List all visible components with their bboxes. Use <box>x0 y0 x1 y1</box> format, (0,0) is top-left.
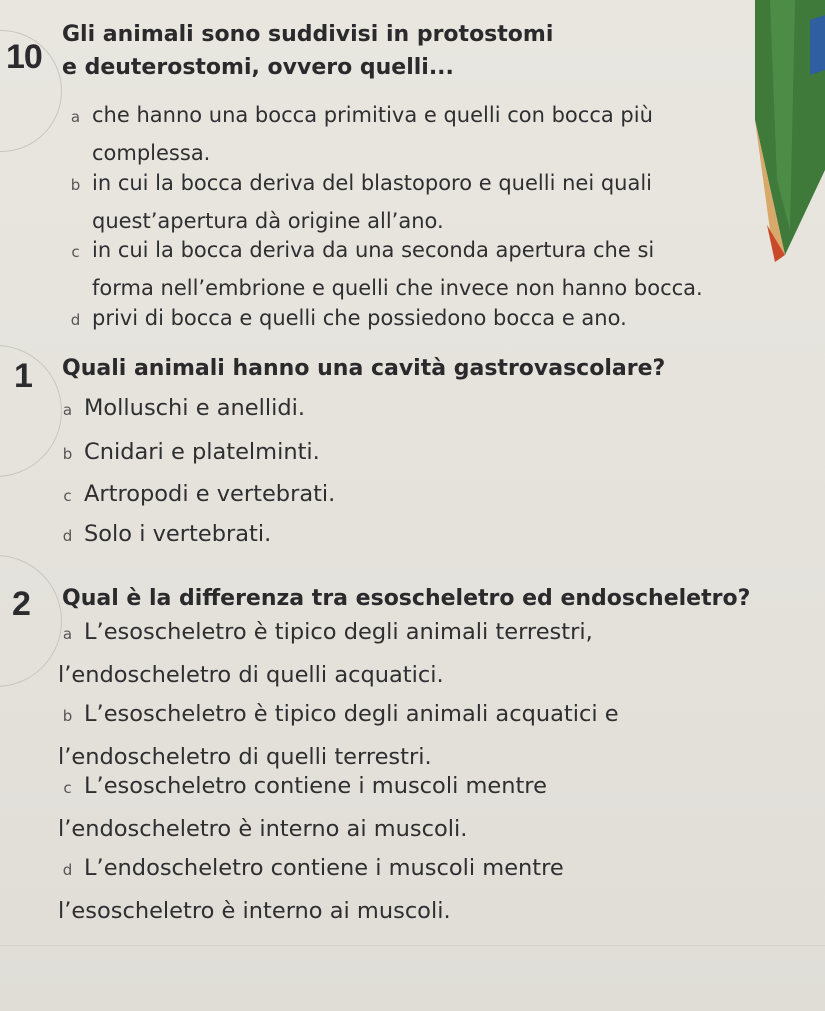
divider <box>0 945 825 946</box>
answer-text: Artropodi e vertebrati. <box>84 481 336 507</box>
answer-text: quest’apertura dà origine all’ano. <box>92 209 444 233</box>
answer-letter: c <box>71 243 80 261</box>
answer-text: L’esoscheletro contiene i muscoli mentre <box>84 773 547 799</box>
answer-letter: b <box>62 445 73 463</box>
question-title <box>62 582 782 615</box>
question-number: 10 <box>6 38 42 76</box>
answer-letter: b <box>62 707 73 725</box>
answer-text: l’endoscheletro di quelli terrestri. <box>58 744 432 770</box>
answer-text: Cnidari e platelminti. <box>84 439 320 465</box>
answer-text: l’endoscheletro di quelli acquatici. <box>58 662 444 688</box>
answer-text: l’endoscheletro è interno ai muscoli. <box>58 816 468 842</box>
answer-text: Solo i vertebrati. <box>84 521 272 547</box>
question-title <box>62 352 782 385</box>
answer-text: L’esoscheletro è tipico degli animali terrestri, <box>84 619 593 645</box>
answer-option <box>66 165 736 239</box>
answer-option <box>58 388 658 431</box>
question-title <box>62 18 702 84</box>
answer-option <box>58 474 658 517</box>
answer-option <box>58 766 738 850</box>
question-title-line: e deuterostomi, ovvero quelli... <box>62 55 454 80</box>
answer-option <box>58 848 738 932</box>
question-number: 2 <box>12 585 30 623</box>
answer-text: privi di bocca e quelli che possiedono bocca e ano. <box>92 306 627 330</box>
answer-option <box>58 432 658 475</box>
answer-text: complessa. <box>92 141 211 165</box>
answer-option <box>66 232 756 306</box>
answer-text: forma nell’embrione e quelli che invece non hanno bocca. <box>92 276 703 300</box>
answer-letter: a <box>62 625 73 643</box>
answer-letter: c <box>63 779 72 797</box>
answer-text: che hanno una bocca primitiva e quelli con bocca più <box>92 103 653 127</box>
answer-letter: d <box>62 861 73 879</box>
answer-option <box>58 514 658 557</box>
answer-text: L’endoscheletro contiene i muscoli mentre <box>84 855 564 881</box>
answer-letter: b <box>70 176 81 194</box>
answer-option <box>58 612 738 696</box>
answer-text: in cui la bocca deriva del blastoporo e quelli nei quali <box>92 171 653 195</box>
decorative-circle <box>0 555 62 687</box>
answer-text: L’esoscheletro è tipico degli animali acquatici e <box>84 701 619 727</box>
answer-letter: d <box>62 527 73 545</box>
answer-text: in cui la bocca deriva da una seconda apertura che si <box>92 238 655 262</box>
answer-letter: d <box>70 311 81 329</box>
answer-option <box>66 300 746 338</box>
answer-letter: a <box>70 108 81 126</box>
answer-letter: c <box>63 487 72 505</box>
question-title-line: Qual è la differenza tra esoscheletro ed endoscheletro? <box>62 586 751 611</box>
question-title-line: Gli animali sono suddivisi in protostomi <box>62 22 554 47</box>
question-number: 1 <box>14 357 32 395</box>
answer-text: Molluschi e anellidi. <box>84 395 306 421</box>
answer-text: l’esoscheletro è interno ai muscoli. <box>58 898 451 924</box>
answer-letter: a <box>62 401 73 419</box>
question-title-line: Quali animali hanno una cavità gastrovascolare? <box>62 356 666 381</box>
answer-option <box>66 97 726 171</box>
